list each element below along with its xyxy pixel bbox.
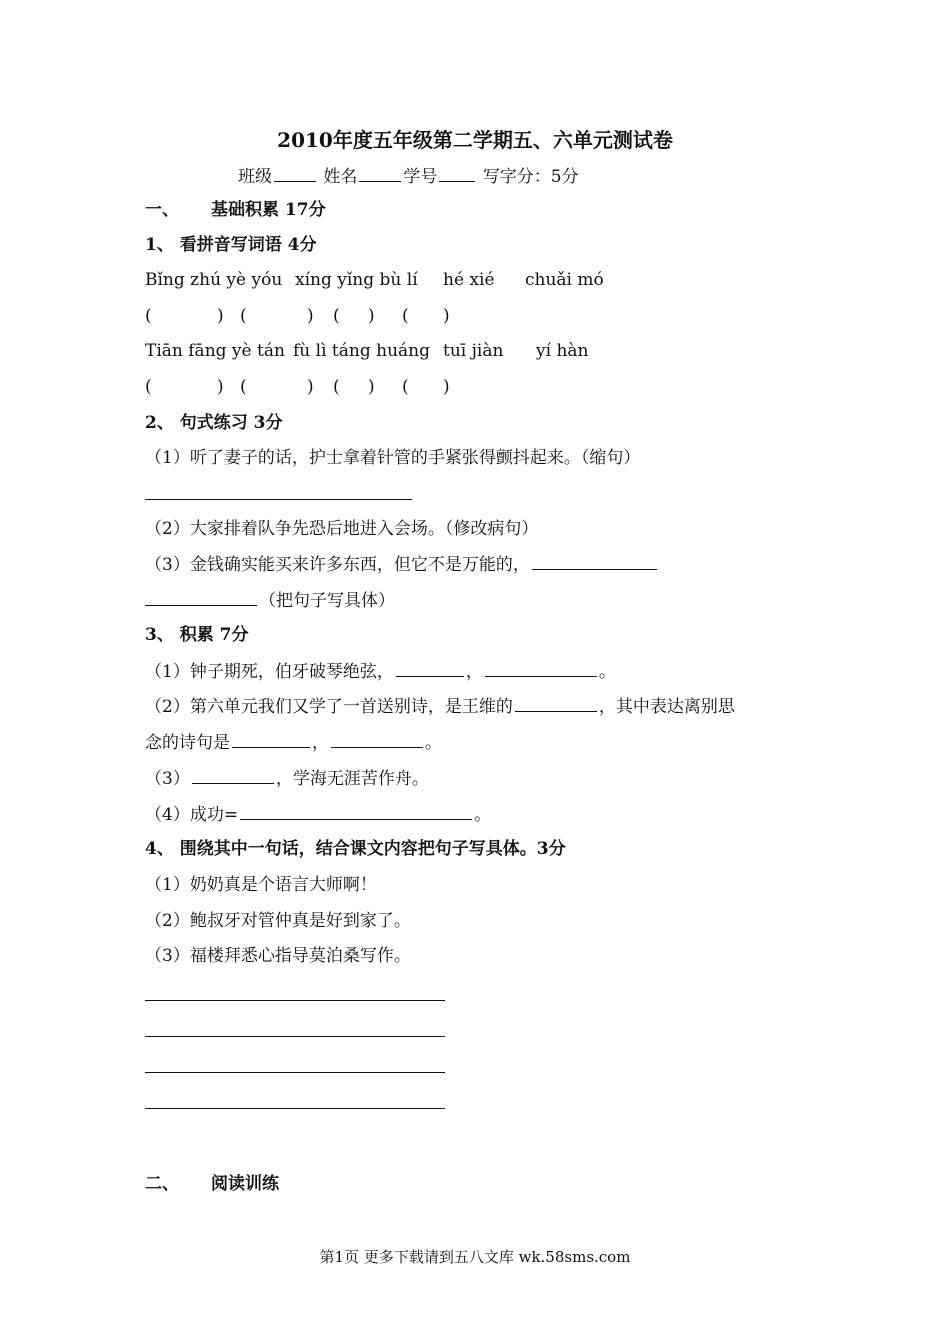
- period: 。: [598, 662, 616, 682]
- answer-blank: [515, 695, 597, 712]
- name-label: 姓名: [323, 167, 358, 187]
- answer-blank: [240, 803, 472, 820]
- q3-item-2-text-c: 念的诗句是: [145, 733, 230, 753]
- answer-blank: [532, 553, 657, 570]
- answer-blank: [396, 660, 464, 677]
- section-1-title: 基础积累 17分: [211, 200, 326, 220]
- q3-item-2: [145, 695, 735, 718]
- class-label: 班级: [238, 167, 272, 187]
- q3-item-4-text: （4）成功=: [145, 805, 239, 825]
- page-title: 2010年度五年级第二学期五、六单元测试卷: [277, 128, 673, 152]
- paren-open: (: [240, 306, 247, 326]
- q1-heading: 1、 看拼音写词语 4分: [145, 235, 317, 255]
- paren-close: ): [217, 306, 224, 326]
- section-2-number: 二、: [145, 1174, 179, 1194]
- paren-close: ): [307, 377, 314, 397]
- paren-open: (: [333, 306, 340, 326]
- answer-blank: [331, 731, 423, 748]
- class-blank: [274, 165, 316, 182]
- paren-open: (: [240, 377, 247, 397]
- q2-sentence-1: （1）听了妻子的话，护士拿着针管的手紧张得颤抖起来。（缩句）: [145, 448, 641, 468]
- q2-sentence-3-text: （3）金钱确实能买来许多东西，但它不是万能的，: [145, 555, 530, 575]
- q3-item-3: [145, 767, 429, 790]
- q4-option-3: （3）福楼拜悉心指导莫泊桑写作。: [145, 946, 411, 966]
- pinyin-5: Tiān fāng yè tán: [145, 341, 285, 361]
- answer-line: [145, 1108, 445, 1109]
- pinyin-4: chuǎi mó: [525, 270, 604, 290]
- name-blank: [359, 165, 401, 182]
- q2-sentence-2: （2）大家排着队争先恐后地进入会场。（修改病句）: [145, 519, 539, 539]
- q4-option-2: （2）鲍叔牙对管仲真是好到家了。: [145, 911, 411, 931]
- period: 。: [474, 805, 492, 825]
- pinyin-2: xíng yǐng bù lí: [295, 270, 418, 290]
- q4-heading: 4、 围绕其中一句话，结合课文内容把句子写具体。3分: [145, 839, 566, 859]
- q3-item-3-text: ，学海无涯苦作舟。: [275, 769, 429, 789]
- q3-item-2-text-b: ，其中表达离别思: [598, 697, 735, 717]
- comma: ，: [465, 662, 483, 682]
- paren-close: ): [443, 306, 450, 326]
- q3-item-1-text: （1）钟子期死，伯牙破琴绝弦，: [145, 662, 394, 682]
- answer-blank: [145, 589, 257, 606]
- pinyin-1: Bǐng zhú yè yóu: [145, 270, 283, 290]
- period: 。: [425, 733, 442, 753]
- answer-line: [145, 1000, 445, 1001]
- paren-close: ): [443, 377, 450, 397]
- pinyin-7: tuī jiàn: [443, 341, 504, 361]
- q3-item-2-cont: [145, 731, 442, 754]
- q3-item-1: [145, 660, 616, 683]
- pinyin-8: yí hàn: [536, 341, 589, 361]
- q3-heading: 3、 积累 7分: [145, 625, 249, 645]
- comma: ，: [312, 733, 329, 753]
- paren-close: ): [217, 377, 224, 397]
- q2-heading: 2、 句式练习 3分: [145, 413, 283, 433]
- paren-close: ): [307, 306, 314, 326]
- paren-open: (: [402, 377, 409, 397]
- pinyin-6: fù lì táng huáng: [293, 341, 430, 361]
- answer-blank: [485, 660, 597, 677]
- student-info-line: [238, 162, 579, 187]
- section-2-heading: [145, 1173, 279, 1195]
- answer-line: [145, 499, 412, 500]
- paren-open: (: [402, 306, 409, 326]
- q4-option-1: （1）奶奶真是个语言大师啊！: [145, 875, 377, 895]
- paren-close: ): [368, 306, 375, 326]
- q3-item-4: [145, 803, 491, 826]
- section-1-number: 一、: [145, 200, 179, 220]
- id-label: 学号: [403, 167, 438, 187]
- answer-blank: [192, 767, 274, 784]
- pinyin-3: hé xié: [443, 270, 495, 290]
- section-1-heading: [145, 199, 326, 221]
- q2-sentence-3-cont: [145, 589, 395, 612]
- q3-item-2-text: （2）第六单元我们又学了一首送别诗，是王维的: [145, 697, 513, 717]
- paren-close: ): [368, 377, 375, 397]
- q2-sentence-3: [145, 553, 659, 576]
- q3-item-3-prefix: （3）: [145, 769, 190, 789]
- page-footer: 第1页 更多下载请到五八文库 wk.58sms.com: [319, 1248, 631, 1266]
- answer-line: [145, 1072, 445, 1073]
- paren-open: (: [145, 306, 152, 326]
- writing-score: 写字分：5分: [482, 167, 579, 187]
- paren-open: (: [145, 377, 152, 397]
- section-2-title: 阅读训练: [211, 1174, 279, 1194]
- answer-blank: [232, 731, 310, 748]
- id-blank: [439, 165, 475, 182]
- paren-open: (: [333, 377, 340, 397]
- q2-sentence-3-tail: （把句子写具体）: [259, 591, 395, 611]
- answer-line: [145, 1036, 445, 1037]
